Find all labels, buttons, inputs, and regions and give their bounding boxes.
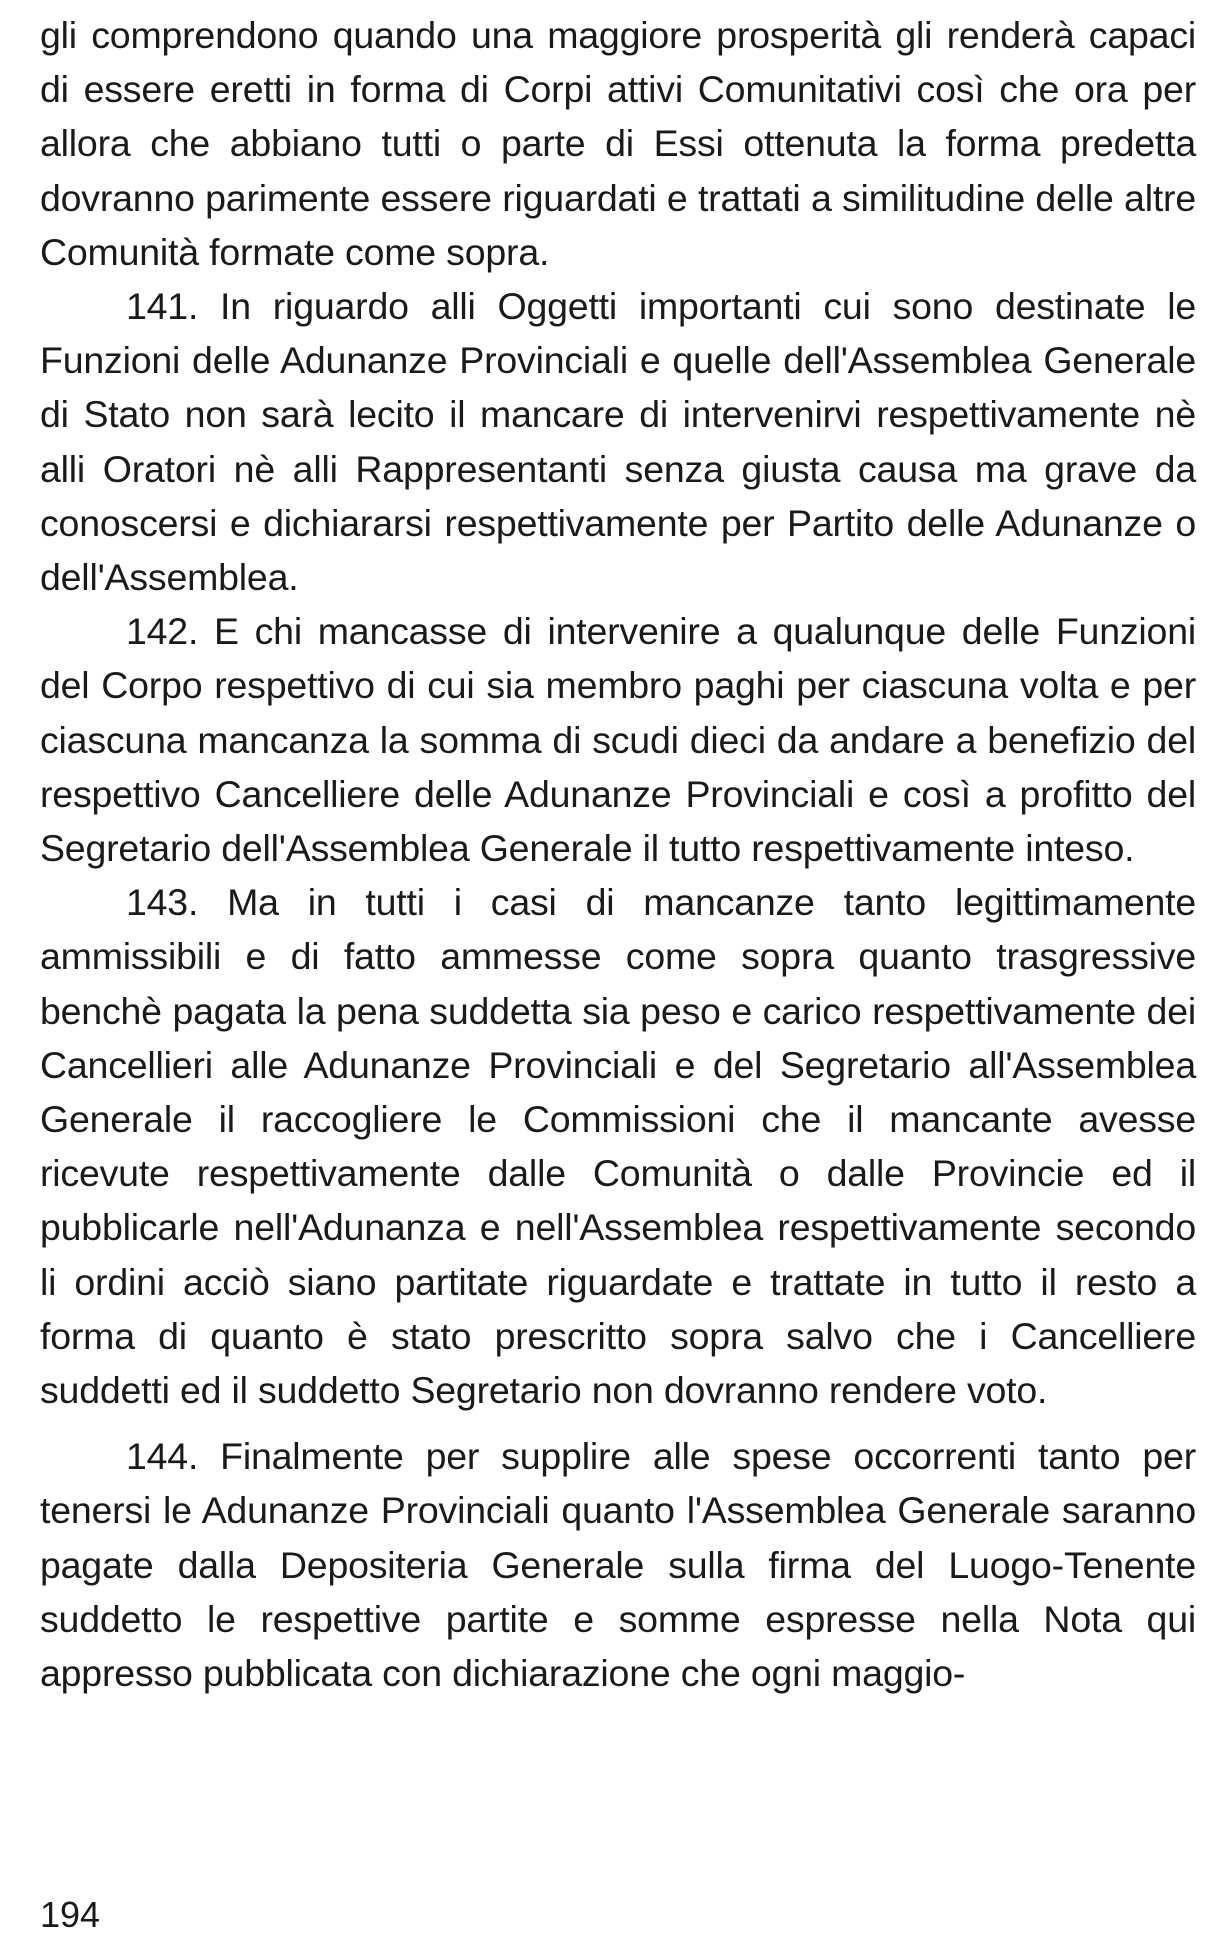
body-text: [40, 8, 1196, 1700]
paragraph-continuation: gli comprendono quando una maggiore prosperità gli renderà capaci di essere eretti in forma di Corpi attivi Comunitativi così che ora per allora che abbiano tutti o parte di Essi ottenuta la forma predetta dovranno parimente essere riguardati e trattati a similitudine delle altre Comunità formate come sopra.: [40, 14, 1196, 273]
paragraph-article-144: 144. Finalmente per supplire alle spese occorrenti tanto per tenersi le Adunanze Provinciali quanto l'Assemblea Generale saranno pagate dalla Depositeria Generale sulla firma del Luogo-Tenente suddetto le respettive partite e somme espresse nella Nota qui appresso pubblicata con dichiarazione che ogni maggio-: [40, 1435, 1196, 1695]
paragraph-article-143: 143. Ma in tutti i casi di mancanze tanto legittimamente ammissibili e di fatto ammesse come sopra quanto trasgressive benchè pagata la pena suddetta sia peso e carico respettivamente dei Cancellieri alle Adunanze Provinciali e del Segretario all'Assemblea Generale il raccogliere le Commissioni che il mancante avesse ricevute respettivamente dalle Comunità o dalle Provincie ed il pubblicarle nell'Adunanza e nell'Assemblea respettivamente secondo li ordini acciò siano partitate riguardate e trattate in tutto il resto a forma di quanto è stato prescritto sopra salvo che i Cancelliere suddetti ed il suddetto Segretario non dovranno rendere voto.: [40, 881, 1196, 1412]
paragraph-article-141: 141. In riguardo alli Oggetti importanti cui sono destinate le Funzioni delle Adunanze Provinciali e quelle dell'Assemblea Generale di Stato non sarà lecito il mancare di intervenirvi respettivamente nè alli Oratori nè alli Rappresentanti senza giusta causa ma grave da conoscersi e dichiararsi respettivamente per Partito delle Adunanze o dell'Assemblea.: [40, 285, 1196, 599]
paragraph-article-142: 142. E chi mancasse di intervenire a qualunque delle Funzioni del Corpo respettivo di cui sia membro paghi per ciascuna volta e per ciascuna mancanza la somma di scudi dieci da andare a benefizio del respettivo Cancelliere delle Adunanze Provinciali e così a profitto del Segretario dell'Assemblea Generale il tutto respettivamente inteso.: [40, 610, 1196, 870]
page-number: 194: [40, 1894, 101, 1935]
